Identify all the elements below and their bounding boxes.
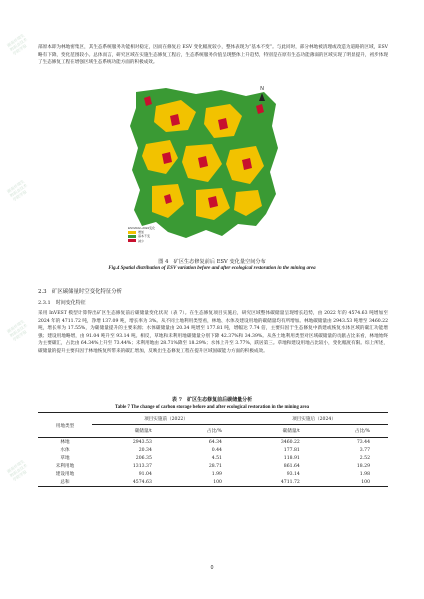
north-arrow-label: N <box>260 86 264 92</box>
cell-land-type: 建设用地 <box>55 472 75 477</box>
subsection-heading: 2.3.1 时间变化特征 <box>38 300 86 306</box>
cell-value: 118.91 <box>283 455 300 461</box>
cell-land-type: 草地 <box>60 456 70 461</box>
table-row <box>38 438 388 447</box>
cell-value: 93.14 <box>286 471 300 477</box>
cell-land-type: 未利用地 <box>55 464 75 469</box>
cell-value: 2.52 <box>359 455 370 461</box>
legend-label: 减少 <box>138 238 145 243</box>
watermark: 湖南环境生物职业技术学院学报 <box>6 458 29 483</box>
cell-value: 4.51 <box>211 455 222 461</box>
north-arrow-icon <box>259 93 265 101</box>
cell-value: 206.35 <box>135 455 152 461</box>
header-carbon-after: 碳储量/t <box>240 425 314 438</box>
legend-item <box>128 239 155 243</box>
cell-value: 1313.37 <box>132 463 152 469</box>
header-carbon-before: 碳储量/t <box>92 425 166 438</box>
section-heading: 2.3 矿区碳储量时空变化特征分析 <box>38 289 123 295</box>
cell-value: 73.44 <box>356 439 370 445</box>
cell-land-type: 总和 <box>38 478 92 487</box>
header-share-before: 占比/% <box>166 425 240 438</box>
cell-value: 4711.72 <box>240 478 314 487</box>
table-row <box>38 462 388 470</box>
watermark: 湖南环境生物职业技术学院学报 <box>6 178 29 203</box>
legend-swatch-unchanged <box>128 235 136 238</box>
cell-value: 3.77 <box>359 447 370 453</box>
header-share-after: 占比/% <box>314 425 388 438</box>
legend-swatch-increase <box>128 231 136 234</box>
legend-label: 基本不变 <box>138 234 151 239</box>
cell-value: 3460.22 <box>280 439 300 445</box>
cell-value: 28.71 <box>208 463 222 469</box>
table-title-cn: 表 7 矿区生态修复前后碳储量分析 <box>171 397 253 403</box>
page-number: 0 <box>210 565 214 571</box>
figure-caption-cn: 图 4 矿区生态修复前后 ESV 变化量空间分布 <box>158 259 266 265</box>
watermark: 湖南环境生物职业技术学院学报 <box>6 32 29 57</box>
watermark: 湖南环境生物职业技术学院学报 <box>6 318 29 343</box>
cell-value: 100 <box>166 478 240 487</box>
legend-title: ESV2022~2024变化 <box>128 226 156 230</box>
carbon-storage-table <box>38 412 388 487</box>
figure-caption-en: Fig.4 Spatial distribution of ESV variation before and after ecological restoration in the mining area <box>108 266 316 271</box>
header-period-after: 项目实施后（2024） <box>240 413 388 425</box>
table-row <box>38 470 388 478</box>
table-row <box>38 446 388 454</box>
cell-value: 20.34 <box>138 447 152 453</box>
cell-value: 18.29 <box>356 463 370 469</box>
header-period-before: 项目实施前（2022） <box>92 413 240 425</box>
cell-value: 1.98 <box>359 471 370 477</box>
legend-label: 增加 <box>138 230 145 235</box>
cell-value: 2943.53 <box>132 439 152 445</box>
cell-land-type: 水体 <box>60 448 70 453</box>
legend-swatch-decrease <box>128 239 136 242</box>
cell-value: 4574.63 <box>92 478 166 487</box>
cell-value: 177.81 <box>283 447 300 453</box>
body-paragraph: 采用 InVEST 模型计算得出矿区生态修复前后碳储量变化状况（表 7）。在生态修复项目实施后，研究区域整体碳储量呈现增长趋势，由 2022 年的 4574.63 吨增加至 2024 年的 4711.72 吨，净增 137.09 吨，增长率为 3%。从不同土地利用类型看，林地、水体及建设用地的碳储量均有所增加。林地碳储量由 2943.53 吨增至 3460.22 吨，增长率为 17.55%，为碳储量提升的主要来源；水体碳储量由 20.34 吨增至 177.81 吨，增幅达 7.74 倍，主要归因于生态修复中新建或恢复水体区域的碳汇功能增强；建设用地略增，由 91.04 吨升至 93.14 吨。相反，草地和未利用地碳储量分别下降 42.37%和 34.39%。从各土地利用类型对区域碳储量的贡献占比来看，林地始终为主要碳汇，占比由 64.34%上升至 73.44%；未利用地由 28.71%降至 18.29%；水体上升至 3.77%，跃居第三。草地和建设用地占比较小，变化幅度有限。综上所述，碳储量的提升主要归因于林地恢复所带来的碳汇增加，反映出生态修复工程在提升区域固碳能力方面的积极成效。 <box>38 311 388 354</box>
cell-value: 91.04 <box>138 471 152 477</box>
intro-paragraph: 部原本即为林地密集区，其生态系统服务功能相对稳定，因而在修复后 ESV 变化幅度较小，整体表现为“基本不变”。与此同时，部分林地被清理或改造为道路的区域，ESV 略有下降，变化范围较小。总体而言，研究区域在实施生态修复工程后，生态系统服务价值呈现整体上升趋势，特别是在原有生态功能薄弱的区域实现了明显提升，初步体现了生态修复工程在增强区域生态系统功能方面的积极成效。 <box>38 45 388 66</box>
cell-value: 64.34 <box>208 439 222 445</box>
cell-value: 861.64 <box>283 463 300 469</box>
cell-land-type: 林地 <box>60 440 70 445</box>
table-title-en: Table 7 The change of carbon storage before and after ecological restoration in the mining area <box>114 405 310 410</box>
header-land-type: 用地类型 <box>38 413 92 438</box>
table-row <box>38 454 388 462</box>
cell-value: 0.44 <box>211 447 222 453</box>
cell-value: 100 <box>314 478 388 487</box>
map-legend <box>128 226 155 243</box>
table-row-total <box>38 478 388 487</box>
cell-value: 1.99 <box>211 471 222 477</box>
